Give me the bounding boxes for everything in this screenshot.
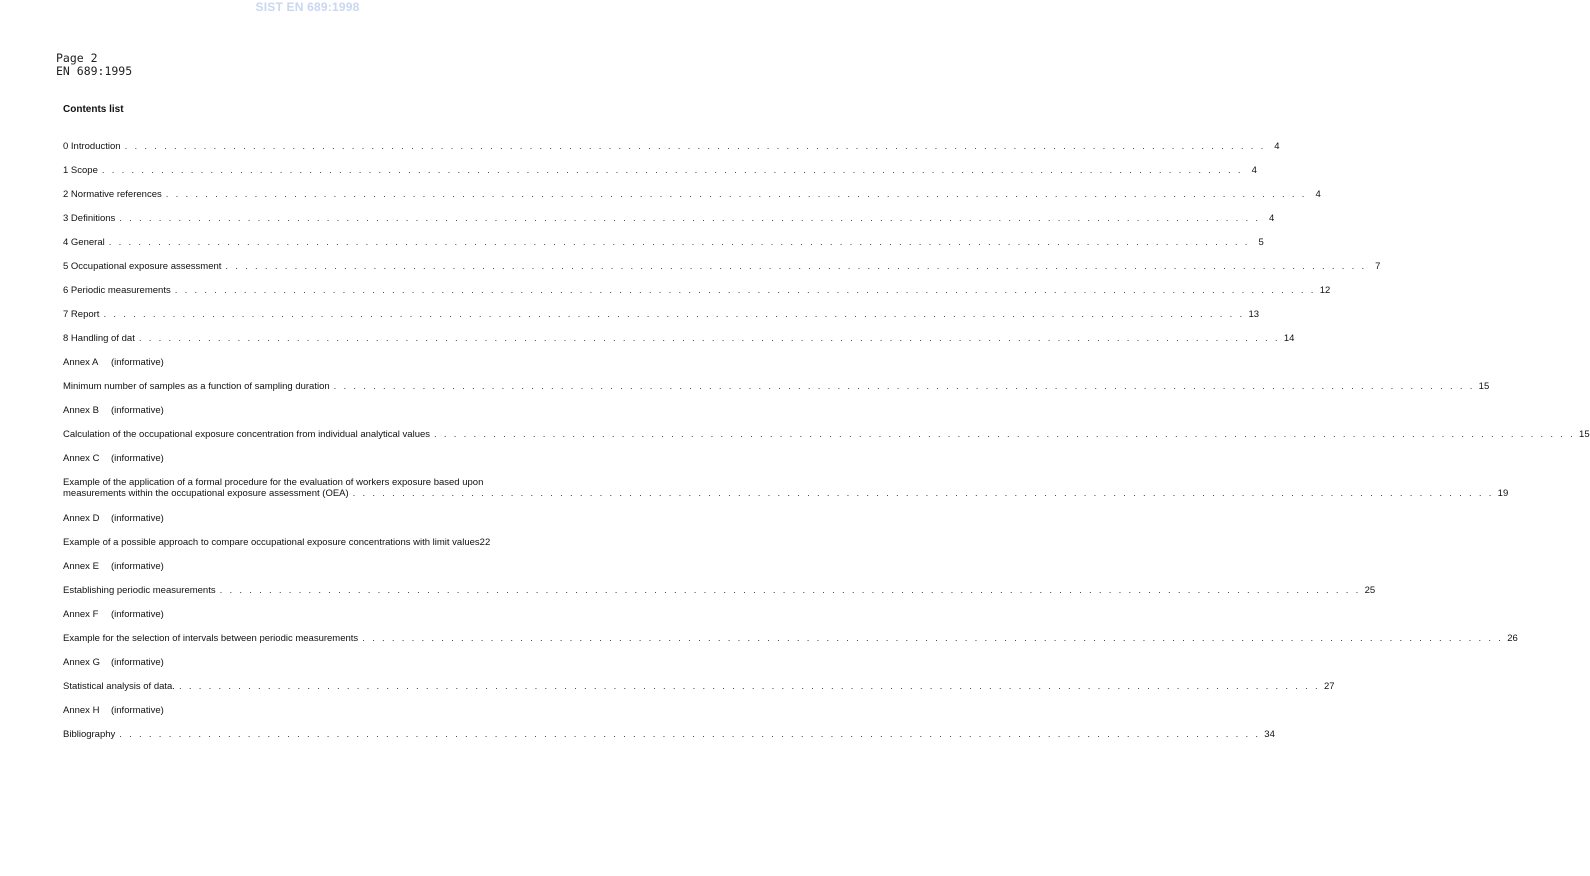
toc-entry-title: 6 Periodic measurements	[63, 285, 171, 296]
toc-entry[interactable]	[63, 381, 1490, 393]
toc-entry[interactable]	[63, 429, 1590, 441]
toc-entry-title: 3 Definitions	[63, 213, 116, 224]
toc-entry-title: Statistical analysis of data.	[63, 681, 175, 692]
toc-entry[interactable]	[63, 729, 1275, 741]
annex-label: Annex B	[63, 405, 99, 416]
dot-leader: . . . . . . . . . . . . . . . . . . . . . . . . . . . . . . . . . . . . . . . . . . . . . . . . . . . . . . . . . . . . . . . . . . . . . . . . . . . . . . . . . . . . . . . . . . . . . . . . . . . . . . . . . . . . . . . . . . . .	[225, 261, 1367, 272]
toc-entry-title: Establishing periodic measurements	[63, 585, 216, 596]
toc-entry[interactable]	[63, 633, 1518, 645]
dot-leader: . . . . . . . . . . . . . . . . . . . . . . . . . . . . . . . . . . . . . . . . . . . . . . . . . . . . . . . . . . . . . . . . . . . . . . . . . . . . . . . . . . . . . . . . . . . . . . . . . . . . . . . . . . . . . . . . . . . .	[165, 189, 1307, 200]
annex-label: Annex E	[63, 561, 99, 572]
dot-leader: . . . . . . . . . . . . . . . . . . . . . . . . . . . . . . . . . . . . . . . . . . . . . . . . . . . . . . . . . . . . . . . . . . . . . . . . . . . . . . . . . . . . . . . . . . . . . . . . . . . . . . . . . . . . . . . . . . . .	[119, 729, 1261, 740]
annex-label: Annex C	[63, 453, 100, 464]
toc-entry[interactable]	[63, 165, 1257, 177]
toc-entry-title-cont: measurements within the occupational exposure assessment (OEA)	[63, 488, 349, 499]
annex-note: (informative)	[111, 561, 164, 572]
annex-note: (informative)	[111, 705, 164, 716]
toc-entry-title: Example of the application of a formal procedure for the evaluation of workers exposure based upon	[63, 477, 484, 488]
dot-leader: . . . . . . . . . . . . . . . . . . . . . . . . . . . . . . . . . . . . . . . . . . . . . . . . . . . . . . . . . . . . . . . . . . . . . . . . . . . . . . . . . . . . . . . . . . . . . . . . . . . . . . . . . . . . . . . . . . . .	[352, 488, 1494, 499]
annex-note: (informative)	[111, 405, 164, 416]
toc-entry[interactable]	[63, 285, 1331, 297]
watermark: SIST EN 689:1998	[255, 0, 360, 14]
toc-entry[interactable]	[63, 261, 1381, 273]
annex-label: Annex G	[63, 657, 100, 668]
dot-leader: . . . . . . . . . . . . . . . . . . . . . . . . . . . . . . . . . . . . . . . . . . . . . . . . . . . . . . . . . . . . . . . . . . . . . . . . . . . . . . . . . . . . . . . . . . . . . . . . . . . . . . . . . . . . . . . . . . . .	[174, 285, 1316, 296]
annex-note: (informative)	[111, 657, 164, 668]
page-number: Page 2	[56, 51, 98, 65]
toc-entry[interactable]	[63, 585, 1376, 597]
toc-entry-title: Bibliography	[63, 729, 116, 740]
annex-label: Annex D	[63, 513, 100, 524]
toc-entry[interactable]	[63, 537, 537, 549]
toc-entry-title: 0 Introduction	[63, 141, 121, 152]
toc-entry-page: 15	[1579, 429, 1590, 440]
toc-entry[interactable]	[63, 333, 1295, 345]
toc-entry-page: 13	[1248, 309, 1260, 320]
dot-leader: . . . . . . . . . . . . . . . . . . . . . . . . . . . . . . . . . . . . . . . . . . . . . . . . . . . . . . . . . . . . . . . . . . . . . . . . . . . . . . . . . . . . . . . . . . . . . . . . . . . . . . . . . . . . . . . . . . . .	[108, 237, 1250, 248]
dot-leader: . . . . . . . . . . . . . . . . . . . . . . . . . . . . . . . . . . . . . . . . . . . . . . . . . . . . . . . . . . . . . . . . . . . . . . . . . . . . . . . . . . . . . . . . . . . . . . . . . . . . . . . . . . . . . . . . . . . .	[362, 633, 1504, 644]
toc-entry-page: 4	[1315, 189, 1321, 200]
toc-entry[interactable]	[63, 309, 1260, 321]
toc-entry-page: 22	[479, 537, 491, 548]
toc-entry[interactable]	[63, 681, 1335, 693]
toc-entry-page: 4	[1268, 213, 1275, 224]
annex-heading	[63, 609, 164, 621]
toc-entry[interactable]	[63, 213, 1275, 225]
toc-entry[interactable]	[63, 477, 1509, 499]
toc-entry-title: 5 Occupational exposure assessment	[63, 261, 222, 272]
toc-entry-page: 34	[1264, 729, 1275, 740]
toc-entry-page: 12	[1319, 285, 1331, 296]
annex-heading	[63, 705, 164, 717]
table-of-contents	[63, 0, 1590, 876]
toc-entry-title: Minimum number of samples as a function of sampling duration	[63, 381, 330, 392]
annex-note: (informative)	[111, 453, 164, 464]
toc-entry-page: 26	[1507, 633, 1518, 644]
toc-entry-title: Example for the selection of intervals between periodic measurements	[63, 633, 359, 644]
toc-entry-title: Example of a possible approach to compare occupational exposure concentrations with limit values	[63, 537, 480, 548]
toc-entry-page: 5	[1258, 237, 1264, 248]
dot-leader: . . . . . . . . . . . . . . . . . . . . . . . . . . . . . . . . . . . . . . . . . . . . . . . . . . . . . . . . . . . . . . . . . . . . . . . . . . . . . . . . . . . . . . . . . . . . . . . . . . . . . . . . . . . . . . . . . . . .	[138, 333, 1280, 344]
toc-entry-page: 19	[1497, 488, 1509, 499]
toc-entry[interactable]	[63, 237, 1264, 249]
toc-entry-page: 14	[1283, 333, 1295, 344]
dot-leader: . . . . . . . . . . . . . . . . . . . . . . . . . . . . . . . . . . . . . . . . . . . . . . . . . . . . . . . . . . . . . . . . . . . . . . . . . . . . . . . . . . . . . . . . . . . . . . . . . . . . . . . . . . . . . . . . . . . .	[103, 309, 1245, 320]
toc-entry-page: 4	[1274, 141, 1280, 152]
toc-entry-title: Calculation of the occupational exposure concentration from individual analytical values	[63, 429, 431, 440]
annex-heading	[63, 453, 164, 465]
dot-leader: . . . . . . . . . . . . . . . . . . . . . . . . . . . . . . . . . . . . . . . . . . . . . . . . . . . . . . . . . . . . . . . . . . . . . . . . . . . . . . . . . . . . . . . . . . . . . . . . . . . . . . . . . . . . . . . . . . . .	[178, 681, 1320, 692]
dot-leader: . . . . . . . . . . . . . . . . . . . . . . . . . . . . . . . . . . . . . . . . . . . . . . . . . . . . . . . . . . . . . . . . . . . . . . . . . . . . . . . . . . . . . . . . . . . . . . . . . . . . . . . . . . . . . . . . . . . .	[101, 165, 1243, 176]
toc-entry[interactable]	[63, 141, 1280, 153]
dot-leader: . . . . . . . . . . . . . . . . . . . . . . . . . . . . . . . . . . . . . . . . . . . . . . . . . . . . . . . . . . . . . . . . . . . . . . . . . . . . . . . . . . . . . . . . . . . . . . . . . . . . . . . . . . . . . . . . . . . .	[219, 585, 1361, 596]
annex-heading	[63, 513, 164, 525]
toc-entry-page: 25	[1364, 585, 1376, 596]
annex-heading	[63, 357, 164, 369]
toc-entry-title: 2 Normative references	[63, 189, 162, 200]
toc-entry-page: 15	[1478, 381, 1490, 392]
annex-heading	[63, 657, 164, 669]
dot-leader: . . . . . . . . . . . . . . . . . . . . . . . . . . . . . . . . . . . . . . . . . . . . . . . . . . . . . . . . . . . . . . . . . . . . . . . . . . . . . . . . . . . . . . . . . . . . . . . . . . . . . . . . . . . . . . . . . . . .	[333, 381, 1475, 392]
toc-entry[interactable]	[63, 189, 1321, 201]
toc-entry-title: 8 Handling of dat	[63, 333, 135, 344]
toc-entry-page: 4	[1251, 165, 1257, 176]
annex-heading	[63, 561, 164, 573]
annex-note: (informative)	[111, 357, 164, 368]
dot-leader: . . . . . . . . . . . . . . . . . . . . . . . . . . . . . . . . . . . . . . . . . . . . . . . . . . . . . . . . . . . . . . . . . . . . . . . . . . . . . . . . . . . . . . . . . . . . . . . . . . . . . . . . . . . . . . . . . . . .	[434, 429, 1576, 440]
dot-leader: . . . . . . . . . . . . . . . . . . . . . . . . . . . . . . . . . . . . . . . . . . . . . . . . . . . . . . . . . . . . . . . . . . . . . . . . . . . . . . . . . . . . . . . . . . . . . . . . . . . . . . . . . . . . . . . . . . . .	[124, 141, 1266, 152]
toc-entry-page: 7	[1375, 261, 1381, 272]
dot-leader: . . . . . . . . . . . . . . . . . . . . . . . . . . . . . . . . . . . . . . . . . . . . . . . . . . . . . . . . . . . . . . . . . . . . . . . . . . . . . . . . . . . . . . . . . . . . . . . . . . . . . . . . . . . . . . . . . . . .	[119, 213, 1261, 224]
toc-entry-page: 27	[1323, 681, 1335, 692]
annex-label: Annex A	[63, 357, 99, 368]
annex-label: Annex F	[63, 609, 99, 620]
annex-note: (informative)	[111, 609, 164, 620]
annex-heading	[63, 405, 164, 417]
annex-note: (informative)	[111, 513, 164, 524]
toc-entry-title: 1 Scope	[63, 165, 98, 176]
toc-entry-title: 7 Report	[63, 309, 100, 320]
document-id: EN 689:1995	[56, 64, 133, 78]
contents-title: Contents list	[63, 104, 124, 115]
toc-entry-title: 4 General	[63, 237, 105, 248]
annex-label: Annex H	[63, 705, 100, 716]
